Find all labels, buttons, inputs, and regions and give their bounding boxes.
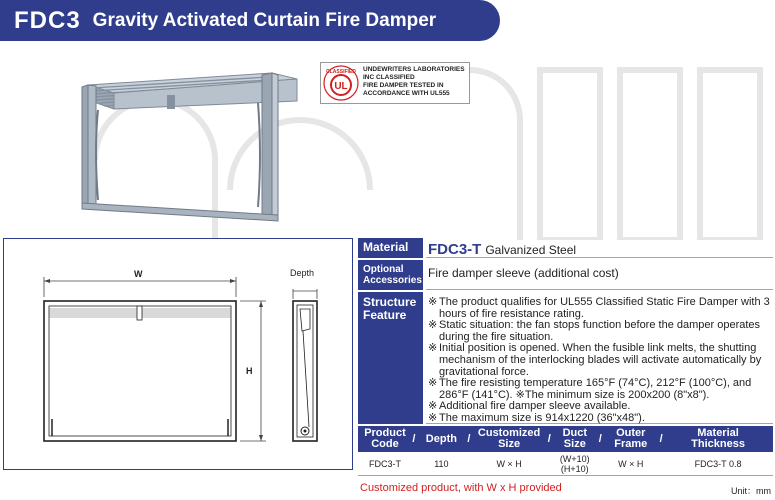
cell-duct-size: (W+10) (H+10): [559, 453, 590, 474]
feature-item: ※ Static situation: the fan stops function before the damper operates during the fire situation.: [428, 320, 771, 343]
feature-item: ※ The product qualifies for UL555 Classified Static Fire Damper with 3 hours of fire resistance rating.: [428, 297, 771, 320]
optional-accessories-row: [358, 260, 773, 290]
header-outer-frame: Outer Frame: [614, 427, 648, 450]
structure-feature-row: [358, 292, 773, 424]
feature-item: ※ The maximum size is 914x1220 (36"x48").: [428, 413, 771, 425]
header-separator: /: [598, 433, 602, 445]
cell-outer-frame: W × H: [618, 458, 644, 469]
feature-list: [428, 295, 771, 425]
header-duct-size: Duct Size: [562, 427, 588, 450]
feature-item: ※ The fire resisting temperature 165°F (74°C), 212°F (100°C), and 286°F (141°C). ※The minimum size is 200x200 (8"x8").: [428, 378, 771, 401]
table-header-row: [358, 426, 773, 452]
header-separator: /: [467, 433, 471, 445]
product-code-title: FDC3: [14, 6, 81, 34]
header-separator: /: [547, 433, 551, 445]
optional-accessories-label: Optional Accessories: [358, 260, 423, 290]
feature-item: ※ Initial position is opened. When the fusible link melts, the shutting mechanism of the interlocking blades will activate automatically by gravitational force.: [428, 343, 771, 378]
dimensions-table: [358, 426, 773, 476]
material-row: [358, 238, 773, 258]
structure-feature-label: Structure Feature: [358, 292, 423, 424]
cell-material-thickness: FDC3-T 0.8: [694, 458, 742, 469]
header-customized-size: Customized Size: [477, 427, 541, 450]
cell-customized-size: W × H: [496, 458, 522, 469]
header-material-thickness: Material Thickness: [691, 427, 745, 450]
material-code: FDC3-T: [428, 241, 482, 258]
customized-note: Customized product, with W x H provided: [360, 482, 562, 494]
cell-depth: 110: [434, 458, 449, 469]
header-banner: [0, 0, 500, 41]
material-label: Material: [358, 238, 423, 258]
height-dimension-label: H: [246, 366, 253, 376]
material-value: [426, 238, 773, 258]
width-dimension-label: W: [134, 269, 143, 279]
header-separator: /: [659, 433, 663, 445]
material-text: Galvanized Steel: [485, 243, 577, 257]
table-row: [358, 452, 773, 476]
cell-product-code: FDC3-T: [368, 458, 401, 469]
product-title: Gravity Activated Curtain Fire Damper: [92, 9, 437, 31]
header-product-code: Product Code: [364, 427, 406, 450]
optional-accessories-value: Fire damper sleeve (additional cost): [426, 260, 773, 290]
ul-classification-badge: [320, 62, 470, 104]
specification-table: [358, 238, 773, 424]
structure-feature-value: [426, 292, 773, 424]
svg-text:CLASSIFIED: CLASSIFIED: [326, 69, 356, 75]
dimension-drawing: [3, 238, 353, 470]
ul-classified-logo: [323, 65, 359, 101]
header-depth: Depth: [425, 432, 457, 445]
feature-item: ※ Additional fire damper sleeve available.: [428, 401, 771, 413]
depth-dimension-label: Depth: [290, 268, 315, 278]
unit-note: Unit：mm: [731, 486, 771, 496]
svg-text:UL: UL: [334, 81, 348, 92]
ul-statement: UNDEWRITERS LABORATORIES INC CLASSIFIED FIRE DAMPER TESTED IN ACCORDANCE WITH UL555: [363, 66, 465, 97]
header-separator: /: [412, 433, 416, 445]
product-photo: [72, 55, 302, 225]
